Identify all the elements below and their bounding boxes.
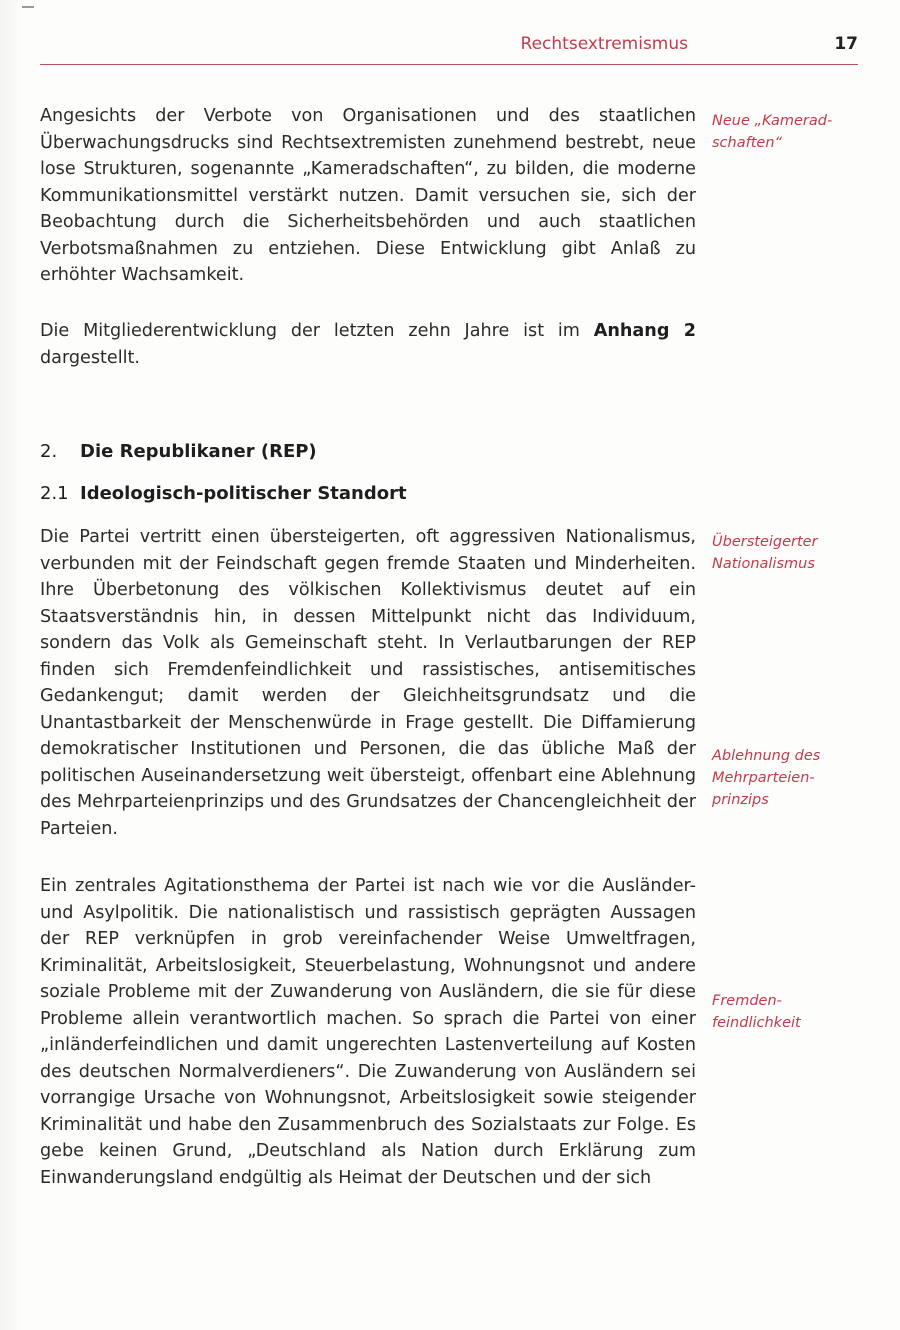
- margin-note-line: prinzips: [712, 792, 769, 808]
- margin-note-line: Ablehnung des: [712, 748, 821, 764]
- section-title: Ideologisch-politischer Standort: [80, 483, 407, 504]
- margin-note-line: feindlichkeit: [712, 1015, 801, 1031]
- margin-note-nationalismus: [712, 531, 882, 575]
- section-number: 2.1: [40, 483, 69, 504]
- paragraph-text-part: dargestellt.: [40, 347, 141, 368]
- paragraph-mitgliederentwicklung: [40, 318, 696, 371]
- section-title: Die Republikaner (REP): [80, 441, 317, 462]
- paragraph-text: Ein zentrales Agitationsthema der Partei ist nach wie vor die Ausländer- und Asylpolitik. Die nationalistisch und rassistisch geprägten Aussagen der REP verknüpfen in grob vereinfachender Weise Umweltfragen, Kriminalität, Arbeitslosigkeit, Steuerbelastung, Wohnungsnot und andere soziale Probleme mit der Zuwanderung von Ausländern, die sie für diese Probleme allein verantwortlich machen. So sprach die Partei von einer „inländerfeindlichen und damit ungerechten Lastenverteilung auf Kosten des deutschen Normalverdieners“. Die Zuwanderung von Ausländern sei vorrangige Ursache von Wohnungsnot, Arbeitslosigkeit sowie steigender Kriminalität und habe den Zusammenbruch des Sozialstaats zur Folge. Es gebe keinen Grund, „Deutschland als Nation durch Erklärung zum Einwanderungsland endgültig als Heimat der Deutschen und der sich: [40, 876, 696, 1188]
- paragraph-ideologie: [40, 524, 696, 842]
- margin-note-line: Nationalismus: [712, 556, 815, 572]
- margin-note-kameradschaften: [712, 110, 882, 154]
- crop-mark: [22, 6, 34, 8]
- margin-note-line: Fremden-: [712, 993, 782, 1009]
- running-header: [40, 34, 858, 60]
- paragraph-text-part: Die Mitgliederentwicklung der letzten zehn Jahre ist im: [40, 321, 594, 341]
- paragraph-text: Angesichts der Verbote von Organisationen und des staatlichen Überwachungsdrucks sind Rechtsextremisten zunehmend bestrebt, neue lose Strukturen, sogenannte „Kameradschaften“, zu bilden, die moderne Kommunikationsmittel verstärkt nutzen. Damit versuchen sie, sich der Beobachtung durch die Sicherheitsbehörden und auch staatlichen Verbotsmaßnahmen zu entziehen. Diese Entwicklung gibt Anlaß zu erhöhter Wachsamkeit.: [40, 106, 696, 285]
- header-rule: [40, 64, 858, 65]
- paragraph-text: [40, 318, 696, 371]
- margin-note-mehrparteienprinzip: [712, 745, 882, 811]
- paragraph-text: Die Partei vertritt einen übersteigerten, oft aggressiven Nationalismus, verbunden mit der Feindschaft gegen fremde Staaten und Minderheiten. Ihre Überbetonung des völkischen Kollektivismus deutet auf ein Staatsverständnis hin, in dessen Mittelpunkt nicht das Individuum, sondern das Volk als Gemeinschaft steht. In Verlautbarungen der REP finden sich Fremdenfeindlichkeit und rassistisches, antisemitisches Gedankengut; damit werden der Gleichheitsgrundsatz und die Unantastbarkeit der Menschenwürde in Frage gestellt. Die Diffamierung demokratischer Institutionen und Personen, die das übliche Maß der politischen Auseinandersetzung weit übersteigt, offenbart eine Ablehnung des Mehrparteienprinzips und des Grundsatzes der Chancengleichheit der Parteien.: [40, 527, 696, 839]
- section-heading-2: [40, 441, 317, 462]
- margin-note-fremdenfeindlichkeit: [712, 990, 882, 1034]
- section-heading-2-1: [40, 483, 407, 504]
- annex-reference: Anhang 2: [593, 321, 696, 341]
- paragraph-kameradschaften: [40, 103, 696, 289]
- paragraph-auslaenderpolitik: [40, 873, 696, 1191]
- margin-note-line: schaften“: [712, 135, 783, 151]
- margin-note-line: Neue „Kamerad-: [712, 113, 833, 129]
- margin-note-line: Mehrparteien-: [712, 770, 815, 786]
- margin-note-line: Übersteigerter: [712, 534, 818, 550]
- page-number: 17: [834, 34, 858, 54]
- section-number: 2.: [40, 441, 58, 462]
- page-spine-shadow: [0, 0, 24, 1330]
- running-title: Rechtsextremismus: [520, 34, 688, 54]
